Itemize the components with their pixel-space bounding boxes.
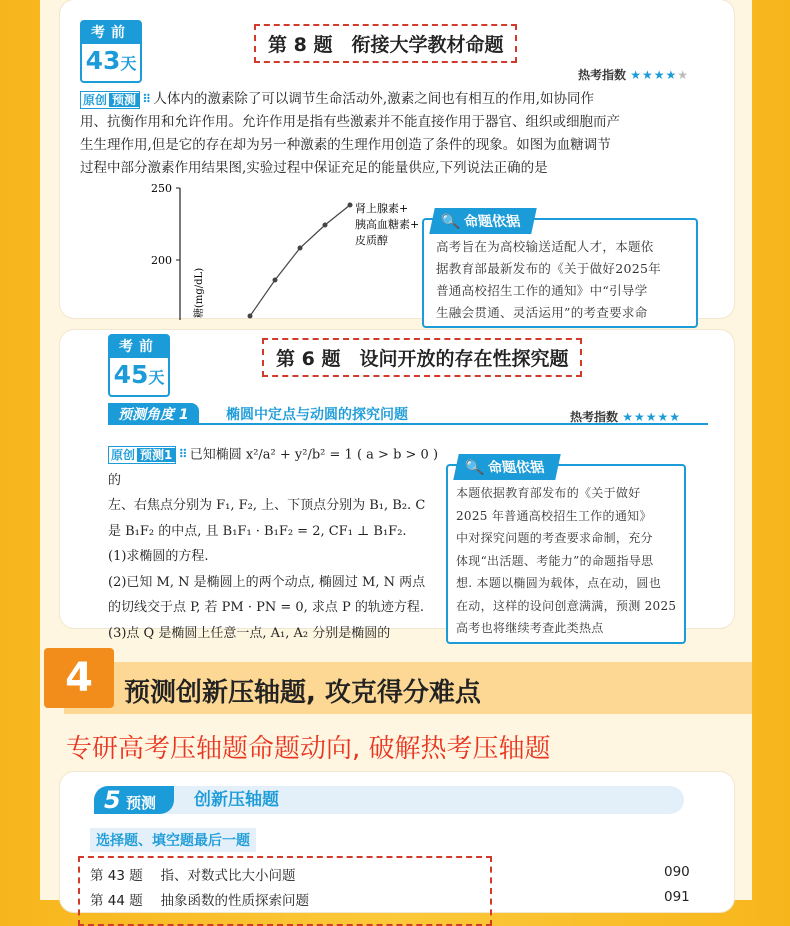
dots-icon: ⠿ [178, 447, 188, 461]
series-label-2: 胰高血糖素+ [355, 218, 420, 231]
basis-title: 🔍 命题依据 [453, 454, 561, 480]
badge-label: 考前 [82, 22, 140, 44]
question-text: 原创 预测1 ⠿ 已知椭圆 x²/a² + y²/b² = 1 ( a > b > 0 ) 的 左、右焦点分别为 F₁, F₂, 上、下顶点分别为 B₁, B₂. C 是 B₁F₂ 的中点, 且 B₁F₁ · B₁F₂ = 2, CF₁ ⊥ B₁F₂. (1)求椭圆的方程. (2)已知 M, N 是椭圆上的两个动点, 椭圆过 M, N 两点 的切线交于点 P, 若 PM · PN = 0, 求点 P 的轨迹方程. (3)点 Q 是椭圆上任意一点, A₁, A₂ 分别是椭圆的 [108, 442, 448, 646]
original-tag: 原创 预测1 [108, 446, 176, 464]
topic-title: 第 6 题 设问开放的存在性探究题 [262, 338, 582, 377]
toc-title: 创新压轴题 [194, 790, 279, 810]
star-rating-icon: ★★★★★ [630, 68, 689, 82]
countdown-badge [108, 334, 170, 397]
badge-days: 43天 [85, 46, 137, 75]
badge-days: 45天 [113, 360, 165, 389]
topic-title: 第 8 题 衔接大学教材命题 [254, 24, 517, 63]
toc-header [94, 786, 684, 814]
countdown-badge [80, 20, 142, 83]
star-rating-icon: ★★★★★ [622, 410, 681, 424]
question-card-8 [60, 0, 734, 318]
dots-icon: ⠿ [142, 92, 152, 106]
basis-text: 本题依据教育部发布的《关于做好 2025 年普通高校招生工作的通知》 中对探究问题的考查要求命制，充分 体现“出活题、考能力”的命题指导思 想. 本题以椭圆为载体，点在动，圆也 在动，这样的设问创意满满，预测 2025 高考也将继续考查此类热点 [456, 486, 677, 635]
prediction-angle-label: 预测角度 1 [108, 403, 199, 425]
section-number: 4 [44, 648, 114, 708]
toc-page-44: 091 [664, 889, 690, 905]
toc-row-43[interactable]: 第 43 题 指、对数式比大小问题 [90, 868, 296, 884]
section-title: 预测创新压轴题, 攻克得分难点 [124, 678, 481, 708]
original-tag: 原创 预测 [80, 91, 140, 109]
question-text: 原创 预测 ⠿ 人体内的激素除了可以调节生命活动外,激素之间也有相互的作用,如协同作 用、抗衡作用和允许作用。允许作用是指有些激素并不能直接作用于器官、组织或细胞而产 生生理作用,但是它的存在却为另一种激素的生理作用创造了条件的现象。如图为血糖调节 过程中部分激素作用结果图,实验过程中保证充足的能量供应,下列说法正确的是 [80, 88, 720, 180]
badge-label: 考前 [110, 336, 168, 358]
question-card-6 [60, 330, 734, 641]
toc-subtitle: 选择题、填空题最后一题 [90, 828, 256, 852]
basis-box [422, 214, 698, 328]
toc-tag: 5 预测 [94, 786, 174, 814]
basis-title: 🔍 命题依据 [429, 208, 537, 234]
heat-index: 热考指数 ★★★★★ [578, 68, 689, 82]
search-icon: 🔍 [440, 214, 462, 230]
search-icon: 🔍 [464, 460, 486, 476]
toc-card [60, 772, 734, 912]
basis-box [446, 460, 686, 644]
y-tick-250: 250 [151, 182, 172, 195]
toc-page-43: 090 [664, 864, 690, 880]
heat-index: 热考指数 ★★★★★ [570, 410, 681, 424]
toc-row-44[interactable]: 第 44 题 抽象函数的性质探索问题 [90, 893, 310, 909]
y-tick-200: 200 [151, 254, 172, 267]
series-label-3: 皮质醇 [355, 234, 388, 247]
basis-text: 高考旨在为高校输送适配人才，本题依 据教育部最新发布的《关于做好2025年 普通高校招生工作的通知》中“引导学 生融会贯通、灵活运用”的考查要求命 [436, 239, 662, 320]
section-subtitle: 专研高考压轴题命题动向, 破解热考压轴题 [66, 734, 551, 764]
y-axis-label: 糖(mg/dL) [194, 267, 205, 318]
series-label-1: 肾上腺素+ [355, 202, 409, 215]
hormone-chart [140, 180, 460, 320]
prediction-angle-title: 椭圆中定点与动圆的探究问题 [226, 407, 408, 423]
